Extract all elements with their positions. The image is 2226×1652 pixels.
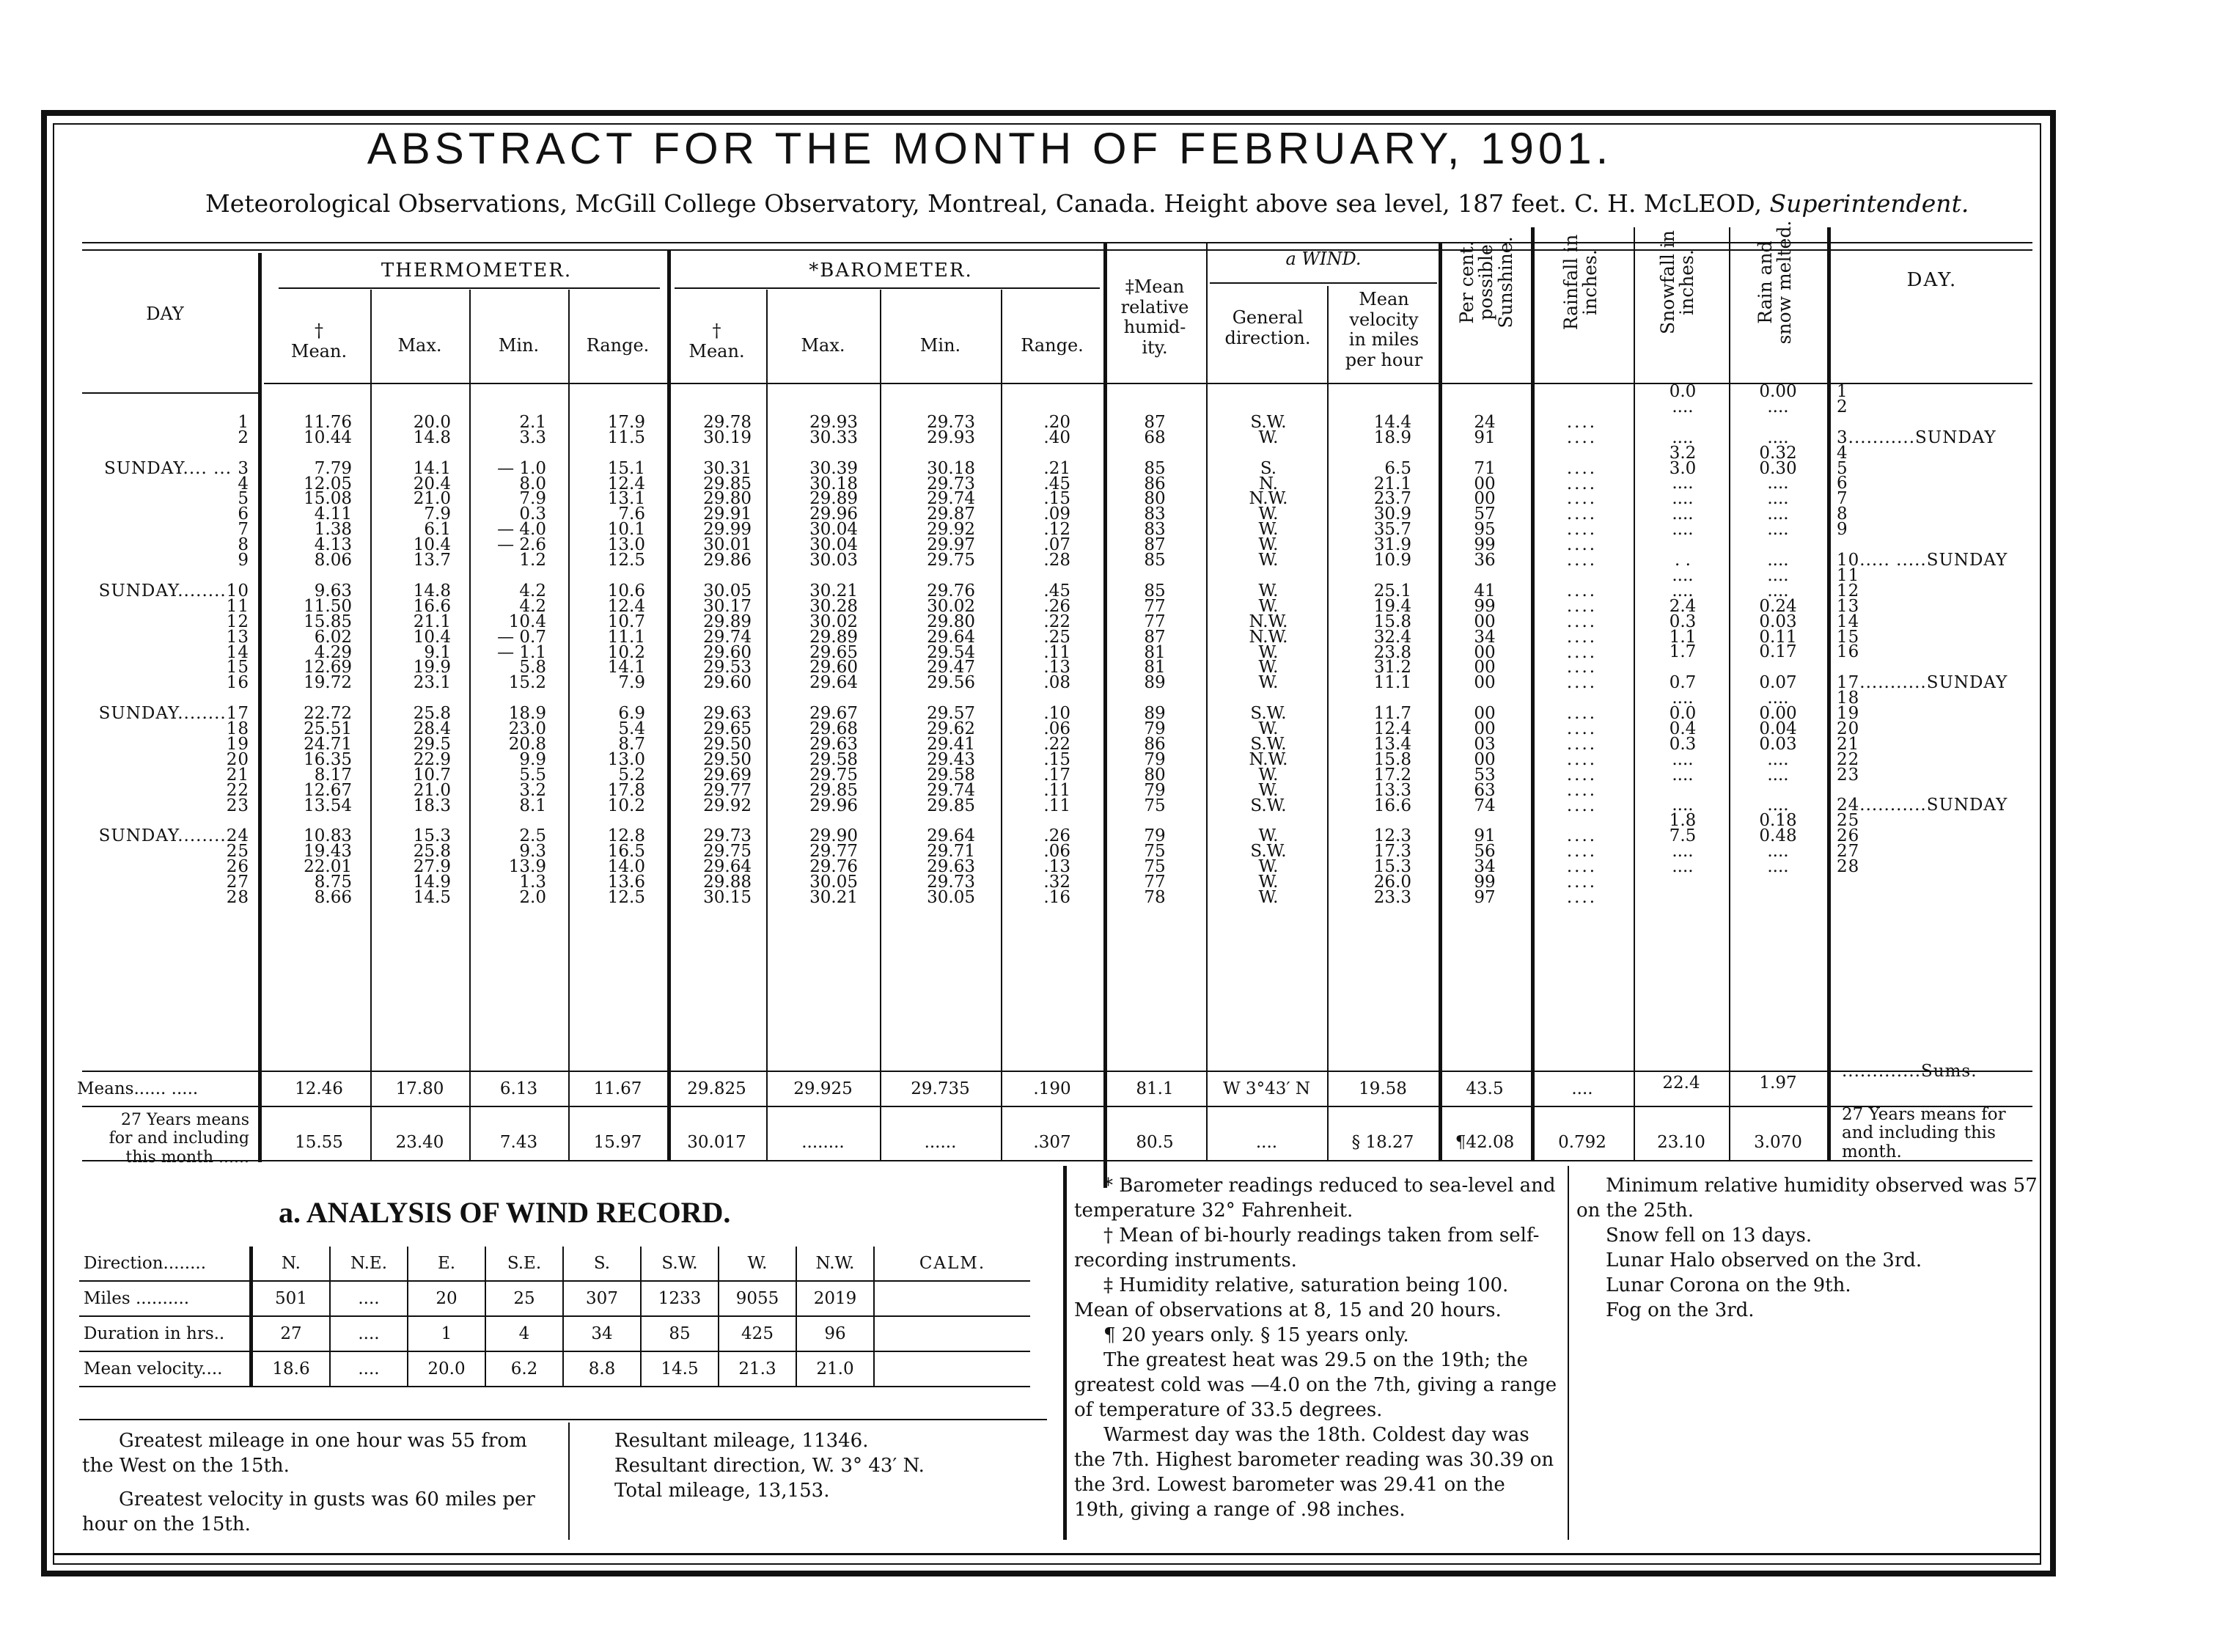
baro-max-header: Max. [801,335,845,356]
humidity-column: 87 68 85 86 80 83 83 87 85 85 77 77 87 81 81 89 89 79 86 79 80 79 75 79 75 75 77 78 [1144,412,1166,907]
sunshine-header: Per cent. possible Sunshine. [1456,236,1516,328]
wind-direction-header: General direction. [1224,307,1311,348]
wind-cell: 6.2 [485,1351,563,1387]
wind-cell [874,1316,1030,1351]
total-mileage: Total mileage, 13,153. [614,1480,830,1502]
wind-cell: 14.5 [641,1351,719,1387]
baro-mean-header: † Mean. [688,320,745,361]
vline-wind-notes [568,1422,570,1540]
wind-velocity-column: 14.4 18.9 6.5 21.1 23.7 30.9 35.7 31.9 10.9 25.1 19.4 15.8 32.4 23.8 31.2 11.1 11.7 12.4 13.4 15.8 17.2 13.3 16.6 12.3 17.3 15.3 26.0 23.3 [1373,412,1411,907]
years27-therm-range: 15.97 [593,1133,642,1152]
years27-sunshine: ¶42.08 [1455,1133,1515,1152]
vline-wind1 [1327,286,1329,1160]
wind-cell: Direction........ [79,1247,251,1281]
baro-range-column: .20 .40 .21 .45 .15 .09 .12 .07 .28 .45 .26 .22 .25 .11 .13 .08 .10 .06 .22 .15 .17 .11 .11 .26 .06 .13 .32 .16 [1043,412,1070,907]
resultant-mileage: Resultant mileage, 11346. [614,1430,869,1452]
means-humidity: 81.1 [1136,1079,1174,1098]
remark-humidity: Minimum relative humidity observed was 57 on the 25th. [1576,1175,2038,1222]
wind-row-miles [79,1281,1030,1316]
resultant-notes [614,1428,1054,1503]
years27-wind-direction: .... [1255,1133,1278,1152]
wind-cell: 8.8 [563,1351,641,1387]
vline-t2 [469,290,471,1160]
therm-min-header: Min. [498,335,540,356]
wind-cell: S. [563,1247,641,1281]
wind-cell: 307 [563,1281,641,1316]
wind-cell: 4 [485,1316,563,1351]
day-column: 1 2 SUNDAY.... ... 3 4 5 6 7 8 9 SUNDAY........10 11 12 13 14 15 16 SUNDAY........17 18 19 20 21 22 23 SUNDAY........24 25 26 27 28 [98,412,249,907]
years27-baro-range: .307 [1033,1133,1071,1152]
bottom-rule [53,1553,2041,1555]
wind-cell: 501 [251,1281,331,1316]
years27-therm-max: 23.40 [395,1133,444,1152]
wind-row-direction [79,1247,1030,1281]
means-baro-mean: 29.825 [687,1079,746,1098]
wind-cell: 1233 [641,1281,719,1316]
wind-cell: .... [330,1281,408,1316]
wind-cell [874,1351,1030,1387]
vline-sun [1531,227,1535,1160]
means-sunshine: 43.5 [1466,1079,1504,1098]
page-subtitle [205,189,1969,218]
means-baro-min: 29.735 [911,1079,970,1098]
vline-baro [1103,242,1107,1188]
means-bottom-rule [82,1106,2032,1107]
baro-max-column: 29.93 30.33 30.39 30.18 29.89 29.96 30.04 30.04 30.03 30.21 30.28 30.02 29.89 29.65 29.60 29.64 29.67 29.68 29.63 29.58 29.75 29.85 29.96 29.90 29.77 29.76 30.05 30.21 [809,412,858,907]
wind-gust-notes [82,1428,559,1537]
rain-snow-header: Rain and snow melted. [1755,220,1796,345]
years27-rain-snow: 3.070 [1754,1133,1802,1152]
wind-cell [874,1281,1030,1316]
humidity-header: ‡Mean relative humid- ity. [1120,276,1189,358]
years27-rainfall: 0.792 [1558,1133,1606,1152]
wind-cell: 34 [563,1316,641,1351]
vline-lower-center [1063,1166,1067,1540]
years27-right-label: 27 Years means for and including this month. [1842,1105,2006,1161]
vline-b1 [766,290,768,1160]
subtitle-role: Superintendent. [1769,189,1969,218]
wind-row-duration [79,1316,1030,1351]
wind-cell: S.E. [485,1247,563,1281]
footnote-years: ¶ 20 years only. § 15 years only. [1103,1324,1409,1346]
day-right-header: DAY. [1906,269,1958,291]
wind-direction-column: S.W. W. S. N. N.W. W. W. W. W. W. W. N.W. N.W. W. W. W. S.W. W. S.W. N.W. W. W. S.W. W. S.W. W. W. W. [1249,412,1288,907]
wind-cell: 21.3 [719,1351,796,1387]
wind-notes-rule [79,1419,1047,1420]
wind-row-mean-velocity [79,1351,1030,1387]
baro-group-rule [675,287,1100,289]
wind-cell: Miles .......... [79,1281,251,1316]
vline-wind [1439,242,1442,1160]
means-rain-snow: 1.97 [1759,1073,1797,1093]
means-therm-max: 17.80 [395,1079,444,1098]
years27-wind-velocity: § 18.27 [1351,1133,1414,1152]
vline-b3 [1001,290,1002,1160]
means-rainfall: .... [1571,1079,1593,1098]
therm-group-rule [279,287,660,289]
years-bottom-rule [82,1160,2032,1161]
wind-cell: .... [330,1316,408,1351]
day-header: DAY [146,304,184,324]
wind-cell: Duration in hrs.. [79,1316,251,1351]
wind-cell: 9055 [719,1281,796,1316]
remark-corona: Lunar Corona on the 9th. [1606,1274,1851,1296]
means-wind-velocity: 19.58 [1359,1079,1407,1098]
wind-cell: 96 [796,1316,874,1351]
snowfall-column: 0.0 .... .... 3.2 3.0 .... .... .... .... . . .... .... 2.4 0.3 1.1 1.7 0.7 .... 0.0 0.4 0.3 .... .... .... 1.8 7.5 .... .... [1669,382,1697,877]
years27-baro-mean: 30.017 [687,1133,746,1152]
wind-cell: 85 [641,1316,719,1351]
means-wind-direction: W 3°43′ N [1222,1079,1310,1098]
years27-snowfall: 23.10 [1657,1133,1705,1152]
vline-day [258,253,262,1162]
greatest-velocity-note: Greatest velocity in gusts was 60 miles per hour on the 15th. [82,1488,535,1535]
vline-b2 [880,290,881,1160]
note-warmest: Warmest day was the 18th. Coldest day was the 7th. Highest barometer reading was 30.39 on the 3rd. Lowest barometer was 29.41 on the 19th, giving a range of .98 inches. [1074,1424,1554,1521]
note-heat: The greatest heat was 29.5 on the 19th; the greatest cold was —4.0 on the 7th, giving a range of temperature of 33.5 degrees. [1074,1349,1557,1421]
vline-t1 [370,290,372,1160]
wind-cell: 1 [408,1316,485,1351]
years27-baro-max: ........ [801,1133,845,1152]
wind-cell: 21.0 [796,1351,874,1387]
subtitle-main: Meteorological Observations, McGill College Observatory, Montreal, Canada. Height above sea level, 187 feet. C. H. McLEOD, [205,189,1770,218]
wind-cell: 25 [485,1281,563,1316]
resultant-direction: Resultant direction, W. 3° 43′ N. [614,1455,925,1477]
vline-t3 [568,290,570,1160]
table-top-rule-2 [82,249,2032,251]
sunshine-column: 24 91 71 00 00 57 95 99 36 41 99 00 34 00 00 00 00 00 03 00 53 63 74 91 56 34 99 97 [1474,412,1496,907]
vline-snow [1729,227,1730,1160]
thermometer-header: THERMOMETER. [381,260,573,282]
means-top-rule [82,1071,2032,1072]
sums-label: .............Sums. [1842,1062,1977,1081]
years27-baro-min: ...... [924,1133,957,1152]
vline-lower-right [1568,1166,1569,1540]
remarks [1576,1173,2053,1323]
header-bottom-rule [82,392,258,394]
rain-snow-column: 0.00 .... .... 0.32 0.30 .... .... .... .... .... .... .... 0.24 0.03 0.11 0.17 0.07 .... 0.00 0.04 0.03 .... .... .... 0.18 0.48 .... .... [1759,382,1797,877]
means-label: Means...... ..... [77,1079,199,1098]
footnotes [1074,1173,1558,1522]
years27-humidity: 80.5 [1136,1133,1174,1152]
therm-mean-header: † Mean. [290,320,348,361]
means-therm-min: 6.13 [499,1079,538,1098]
baro-range-header: Range. [1021,335,1084,356]
means-therm-range: 11.67 [593,1079,642,1098]
snowfall-header: Snowfall in inches. [1657,230,1698,334]
wind-analysis-title: a. ANALYSIS OF WIND RECORD. [279,1196,731,1229]
vline-rain [1634,227,1635,1160]
table-top-rule [82,242,2032,243]
wind-cell: .... [330,1351,408,1387]
therm-range-column: 17.9 11.5 15.1 12.4 13.1 7.6 10.1 13.0 12.5 10.6 12.4 10.7 11.1 10.2 14.1 7.9 6.9 5.4 8.7 13.0 5.2 17.8 10.2 12.8 16.5 14.0 13.6 12.5 [607,412,645,907]
years27-label: 27 Years means for and including this month ...... [109,1111,249,1167]
wind-cell: 18.6 [251,1351,331,1387]
therm-max-header: Max. [397,335,442,356]
rainfall-column: .... .... .... .... .... .... .... .... .... .... .... .... .... .... .... .... .... .... .... .... .... .... .... .... .... .... .... .... [1566,412,1598,907]
wind-cell: S.W. [641,1247,719,1281]
footnote-bihourly: † Mean of bi-hourly readings taken from self-recording instruments. [1074,1225,1540,1271]
baro-min-column: 29.73 29.93 30.18 29.73 29.74 29.87 29.92 29.97 29.75 29.76 30.02 29.80 29.64 29.54 29.47 29.56 29.57 29.62 29.41 29.43 29.58 29.74 29.85 29.64 29.71 29.63 29.73 30.05 [927,412,975,907]
vline-melt [1827,227,1831,1160]
wind-analysis-table [79,1247,1030,1387]
wind-cell: 20.0 [408,1351,485,1387]
baro-min-header: Min. [919,335,961,356]
barometer-header: *BAROMETER. [809,260,973,282]
wind-cell: N.W. [796,1247,874,1281]
wind-velocity-header: Mean velocity in miles per hour [1345,289,1423,370]
wind-group-rule [1210,282,1437,284]
wind-cell: 425 [719,1316,796,1351]
wind-cell: N.E. [330,1247,408,1281]
wind-cell: 27 [251,1316,331,1351]
means-baro-range: .190 [1033,1079,1071,1098]
wind-cell: CALM. [874,1247,1030,1281]
wind-cell: Mean velocity.... [79,1351,251,1387]
years27-therm-min: 7.43 [499,1133,538,1152]
therm-range-header: Range. [586,335,650,356]
rainfall-header: Rainfall in inches. [1560,234,1601,331]
day-right-column: 1 2 3...........SUNDAY 4 5 6 7 8 9 10..... .....SUNDAY 11 12 13 14 15 16 17...........SUNDAY 18 19 20 21 22 23 24...........SUNDAY 25 26 27 28 [1837,382,2008,877]
therm-max-column: 20.0 14.8 14.1 20.4 21.0 7.9 6.1 10.4 13.7 14.8 16.6 21.1 10.4 9.1 19.9 23.1 25.8 28.4 29.5 22.9 10.7 21.0 18.3 15.3 25.8 27.9 14.9 14.5 [413,412,451,907]
means-therm-mean: 12.46 [295,1079,343,1098]
wind-cell: E. [408,1247,485,1281]
wind-header: a WIND. [1285,249,1362,269]
remark-halo: Lunar Halo observed on the 3rd. [1606,1249,1922,1271]
footnote-barometer: * Barometer readings reduced to sea-level and temperature 32° Fahrenheit. [1074,1175,1556,1222]
vline-hum [1206,242,1208,1160]
therm-min-column: 2.1 3.3 — 1.0 8.0 7.9 0.3 — 4.0 — 2.6 1.2 4.2 4.2 10.4 — 0.7 — 1.1 5.8 15.2 18.9 23.0 20.8 9.9 5.5 3.2 8.1 2.5 9.3 13.9 1.3 2.0 [497,412,546,907]
baro-mean-column: 29.78 30.19 30.31 29.85 29.80 29.91 29.99 30.01 29.86 30.05 30.17 29.89 29.74 29.60 29.53 29.60 29.63 29.65 29.50 29.50 29.69 29.77 29.92 29.73 29.75 29.64 29.88 30.15 [703,412,752,907]
wind-cell: 2019 [796,1281,874,1316]
means-baro-max: 29.925 [793,1079,853,1098]
remark-snow: Snow fell on 13 days. [1606,1225,1812,1247]
therm-mean-column: 11.76 10.44 7.79 12.05 15.08 4.11 1.38 4.13 8.06 9.63 11.50 15.85 6.02 4.29 12.69 19.72 22.72 25.51 24.71 16.35 8.17 12.67 13.54 10.83 19.43 22.01 8.75 8.66 [304,412,352,907]
means-snowfall: 22.4 [1662,1073,1700,1093]
page-title: ABSTRACT FOR THE MONTH OF FEBRUARY, 1901. [367,124,1613,173]
footnote-humidity: ‡ Humidity relative, saturation being 100. Mean of observations at 8, 15 and 20 hours. [1074,1274,1509,1321]
greatest-mileage-note: Greatest mileage in one hour was 55 from the West on the 15th. [82,1430,527,1477]
wind-cell: 20 [408,1281,485,1316]
remark-fog: Fog on the 3rd. [1606,1299,1755,1321]
wind-cell: W. [719,1247,796,1281]
wind-cell: N. [251,1247,331,1281]
years27-therm-mean: 15.55 [295,1133,343,1152]
